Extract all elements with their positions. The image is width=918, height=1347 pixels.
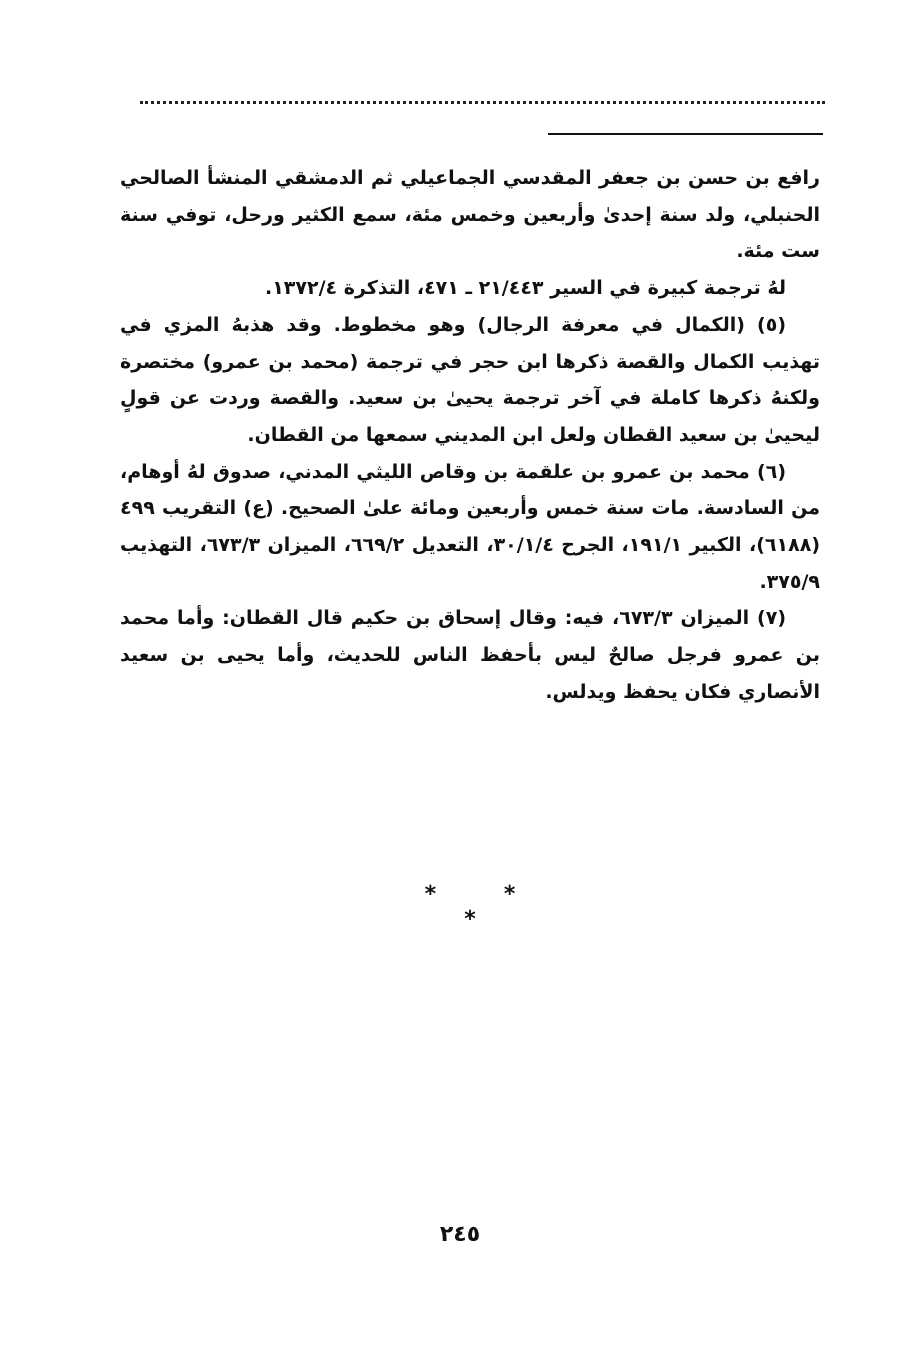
footnote-6: (٦) محمد بن عمرو بن علقمة بن وقاص الليثي المدني، صدوق لهُ أوهام، من السادسة. مات سنة خمس وأربعين ومائة علىٰ الصحيح. (ع) التقريب ٤٩٩ (٦١٨٨)، الكبير ١٩١/١، الجرح ٣٠/١/٤، التعديل ٦٦٩/٢، الميزان ٦٧٣/٣، التهذيب ٣٧٥/٩. [120, 460, 820, 593]
asterisk-separator: * * * [424, 882, 546, 932]
footnote-continuation: رافع بن حسن بن جعفر المقدسي الجماعيلي ثم الدمشقي المنشأ الصالحي الحنبلي، ولد سنة إحدىٰ وأربعين وخمس مئة، سمع الكثير ورحل، توفي سنة ست مئة. [120, 167, 820, 263]
footnote-continuation-reference: لهُ ترجمة كبيرة في السير ٢١/٤٤٣ ـ ٤٧١، التذكرة ١٣٧٢/٤. [264, 277, 786, 300]
dotted-separator-line [140, 101, 825, 104]
footnote-rule [548, 133, 823, 135]
page-number: ٢٤٥ [439, 1222, 481, 1247]
footnotes-section [120, 160, 820, 711]
footnote-7: (٧) الميزان ٦٧٣/٣، فيه: وقال إسحاق بن حكيم قال القطان: وأما محمد بن عمرو فرجل صالحٌ ليس بأحفظ الناس للحديث، وأما يحيى بن سعيد الأنصاري فكان يحفظ ويدلس. [120, 607, 820, 703]
footnote-5: (٥) (الكمال في معرفة الرجال) وهو مخطوط. وقد هذبهُ المزي في تهذيب الكمال والقصة ذكرها ابن حجر في ترجمة (محمد بن عمرو) مختصرة ولكنهُ ذكرها كاملة في آخر ترجمة يحيىٰ بن سعيد. والقصة وردت عن قولٍ ليحيىٰ بن سعيد القطان ولعل ابن المديني سمعها من القطان. [120, 313, 820, 446]
